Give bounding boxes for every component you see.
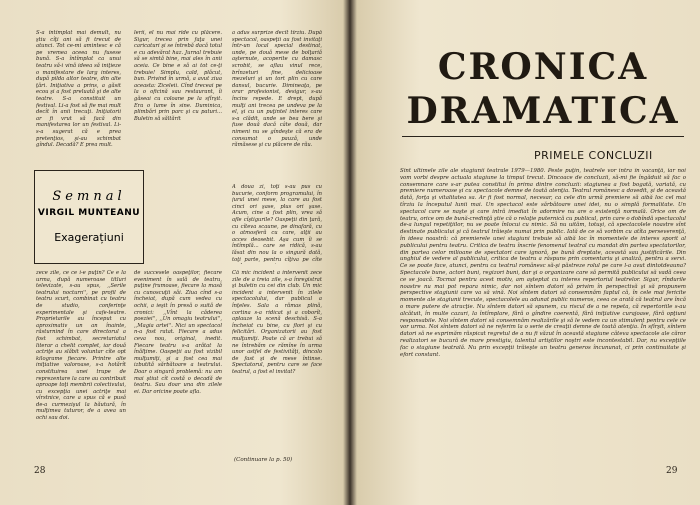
page-number-right: 29 (666, 466, 678, 476)
author-name: VIRGIL MUNTEANU (37, 208, 141, 218)
title-rule (402, 136, 684, 137)
left-side-column: A doua zi, toţi s-au pus cu bucurie, conform programului, în jurul unei mese, la care au fost cinci ori şase, plus ori şase. Acum, cine a fost plin, vrea să afle cîştigurile? Oaspeţii din ţară, cu cîteva scaune, pe dinafară, cu o atmosferă cu care, alţii au acces deosebit. Aşa cum îi se întîmplă... care se ridică, s-au lăsat din nou la o singură dată, toţi parte, pentru cîţiva pe cîte (232, 184, 322, 263)
continued-note: (Continuare la p. 50) (234, 457, 293, 463)
subtitle: PRIMELE CONCLUZII (534, 149, 653, 162)
article-title: Exagerațiuni (54, 231, 124, 244)
left-bottom-column-1: zece zile, ce ce i-e puţin? Ce e la urma, după numeroase titluri televizate, s-au spus, ,,Serile teatrului nocturn'', pe profil de teatru scurt, combinat cu teatru de studio, conferinţe experimentale şi cafe-teatre. Proprietarile au început cu aproximativ un an înainte, răsturnind în care directorul a fost schimbat, secretariatul literar a chelit complet, iar două actriţe au slăbit voluntar cîte opt kilograme fiecare. Printre alte iniţiative valoroase, s-a hotărît constituirea unei trupe de reprezentare la care au contribuit aproape toţi membrii colectivului, cu excepţia unei actriţe mai vîrstnice, care a spus că e pusă de-a curmezişul la băutură, în mulţimea tuturor, de a avea un ochi sau doi. (36, 270, 126, 422)
left-top-column-1: S-a întîmplat mai demult, nu ştiu cîţi ani să fi trecut de atunci. Tot ce-mi amintesc e că pe vremea aceea nu fusese bună. S-a întîmplat ca unui teatru să-i vină ideea să iniţieze o manifestare de larg interes, după pilda altor teatre, din alte ţări. Iniţiativa a prins, a găsit ecou şi a fost preluată şi de alte teatre. S-a constituit un festival. Li-a fost să fie mai mult decît în anii trecuţi. Iniţiatorii ar fi vrut să facă din manifestarea lor un festival. Li-s-a sugerat că e prea pretenţios, şi-au schimbat gîndul. Decadă? E prea mult. (36, 30, 121, 149)
left-top-column-2: lerii, el nu mai rîde cu plăcere. Sigur, trecea prin faţa unei caricaturi şi se întrebă dacă totul e cu adevărat haz. Jurnal trebuie să se simtă bine, mai ales în anii aceia. Ce bine e să ai tot ce-ţi trebuie! Simplu, cald, plăcut, bun. Privind în urmă, a avut ziua aceasta: Ziceleii. Cînd treceai pe la o oficină sau restaurant, îi găseai cu coloane pe la sfîrşit. Era o lume în sine. Duminica, plimbări prin parc şi cu paturi... Buletin să săltărit (134, 30, 222, 122)
right-page (366, 8, 690, 498)
title-line-1: CRONICA (437, 46, 649, 88)
left-bottom-column-2: de succesele oaspeţilor, fiecare eveniment în sală de teatru, puţine frumoase, fiecare la masă cu cunoscuţii săi. Ziua cînd s-a încheiat, după cum vedea cu ochii, a ieşit în presă o suită de cronici: ,,Vînt la căderea poeziei'', ,,Un omagiu teatrului'', ,,Magia artei''. Nici un spectacol n-a fost ratat. Fiecare a adus ceva nou, original, inedit. Fiecare teatru s-a arătat la înălţime. Oaspeţii au fost vizibil mulţumiţi, şi a fost cea mai izbutită sărbătoare a teatrului. Doar o singură problemă: nu am mai ştiut cît costă o decadă de teatru. Sau doar una din zilele ei. Dar oricine poate afla. (134, 270, 222, 395)
semnal-box (34, 170, 144, 264)
title-line-2: DRAMATICA (406, 90, 680, 132)
semnal-label: Semnal (52, 189, 126, 204)
page-number-left: 28 (34, 466, 46, 476)
left-top-column-3: a adus surprize decît tîrziu. După spectacol, oaspeţii au fost invitaţi într-un local special destinat, unde, pe două mese de bolţariă aşternute, acoperite cu damasc scrobit, se aflau vinul rece, brînzeturi fine, delicioase mezeluri şi un tort plin cu care dansul, bucurie. Dimineaţa, pe orar profesionist, desigur, s-au încins repede. E drept, după mulţi ani trecea pe undeva pe la el, şi cu un puţintel interes care s-a clădit, unde se bea bere şi fuse două dacă câte două, dar nimeni nu se gîndeşte că era de consumat o pauză, unde rămăsese şi cu plăcere de rău. (232, 30, 322, 149)
left-page (14, 8, 336, 498)
left-bottom-column-3: Că mic incident a intervenit zece zile de a treia zile, s-a înregistrat şi buletin cu cei din club. Un mic incident a intervenit în zilele spectacolului, dar publicul a înţeles. Sala a rămas plină, cortina s-a ridicat şi a coborît, aplauze la scenă deschisă. S-a încheiat cu bine, cu flori şi cu felicitări. Organizatorii au fost mulţumiţi. Poate că ar trebui să ne întrebăm ce rămîne în urma unor astfel de festivităţi, dincolo de fast şi de mese întinse. Spectatorul, pentru care se face teatrul, a fost el invitat? (232, 270, 322, 375)
right-body-text: Sînt ultimele zile ale stagiunii teatrale 1979—1980. Peste puţin, teatrele vor intra în vacanţă, iar noi vom vorbi despre actuala stagiune la timpul trecut. Dincoace de concluzii, să-mi fie îngăduit să fac o consemnare care s-ar putea constitui în prima dintre concluzii: stagiunea a fost bogată, variată, cu premiere numeroase şi cu spectacole demne de toată atenţia. Teatrul românesc a dovedit, şi de această dată, forţa şi vitalitatea sa. Ar fi fost normal, necesar, ca cele din urmă premiere să aibă loc cel mai tîrziu la începutul lunii mai. Un spectacol este sărbătoare unei idei, nu o simplă formalitate. Un spectacol care se naşte şi care intră imediat în adormire nu are o existenţă normală. Orice om de teatru, orice om de bună-credinţă ştie că o relaţie puternică cu publicul, prin care o dobîndă spectacolul de-a lungul repetiţiilor, nu se poate înlocui cu nimic. Să nu uităm, totuşi, că spectacolele noastre sînt destinate publicului şi că teatrul trăieşte numai prin public. Iată de ce să vorbim cu atîta perseverenţă, în ideea noastră: că premierele unei stagiuni trebuie să aibă loc în momentele de interes sporit al publicului pentru teatru. Critica de teatru înscrie fenomenul teatral cu mandat din partea spectatorilor, din partea celor milioane de spectatori care ignoră, pe bună dreptate, această sau justificările. Din unghiul de vedere al publicului, critica de teatru a răspuns prin comentariu şi analiză, pentru a servi. Ce se poate face, atunci, pentru ca teatrul românesc să-şi păstreze rolul pe care l-a avut dintotdeauna? Spectacole bune, actori buni, regizori buni, dar şi o organizare care să permită publicului să vadă ceea ce se joacă. Tocmai pentru acest motiv, am aşteptat cu interes repertoriul teatrelor. Sigur, rîndurile noastre nu mai pot repara nimic, dar noi sîntem datori să privim în perspectivă şi să propunem perspective stagiunii care va să vină. Noi sîntem datori să consemnăm faptul că, în cele mai fericite momente ale stagiunii trecute, spectacolele au adunat public numeros, ceea ce arată că teatrul are încă o mare putere de atracţie. Nu sîntem datori să spunem, cu riscul de a ne repeta, că repertoriile s-au alcătuit, în multe cazuri, la întîmplare, fără o gîndire coerentă, fără iniţiative curajoase, fără opţiuni responsabile. Noi sîntem datori să consemnăm realizările şi să le vedem ca un stimulent pentru cele ce vor urma. Noi sîntem datori să ne referim la o serie de creaţii demne de toată atenţia. În sfîrşit, sîntem datori să ne exprimăm răspicat regretul de a nu fi văzut în această stagiune câteva spectacole ale căror realizatori se bucură de mare prestigiu, talentul artiştilor noştri este incontestabil. Dar, nu excepţiile fac o stagiune teatrală. Nu prin excepţii trăieşte un teatru generos încununat, ci prin continuitate şi efort constant. (400, 168, 686, 358)
